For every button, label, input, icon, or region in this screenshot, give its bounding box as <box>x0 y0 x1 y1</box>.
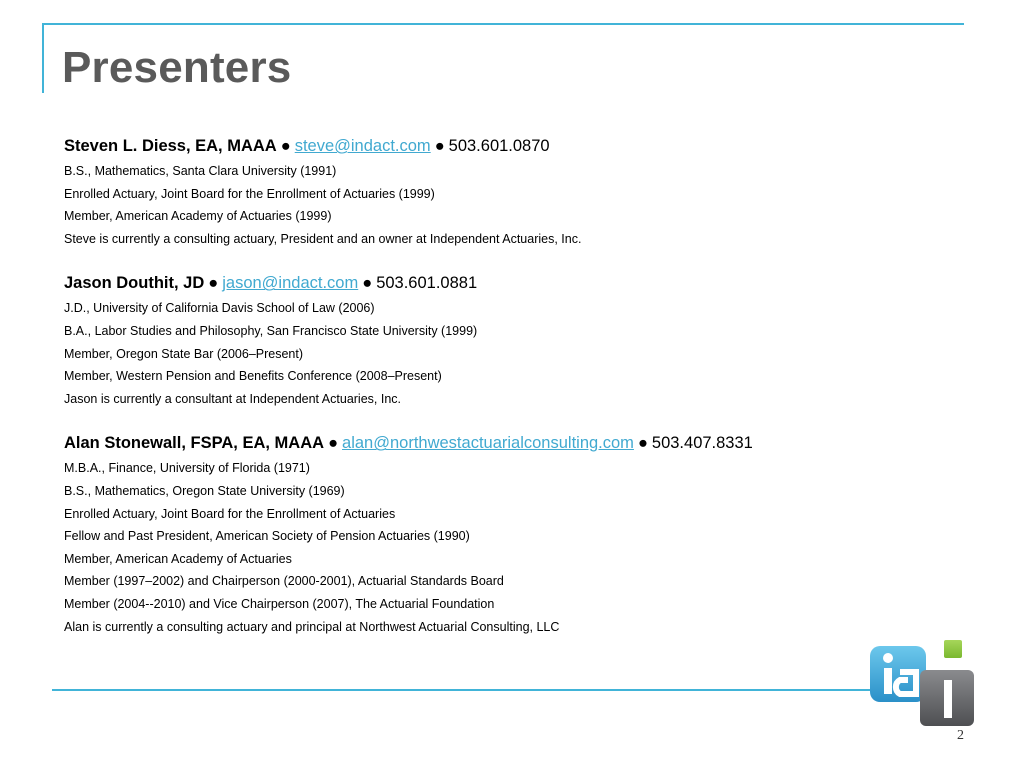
bullet-separator: ● <box>434 137 445 155</box>
presenter-detail: Member (1997–2002) and Chairperson (2000-2001), Actuarial Standards Board <box>64 574 504 589</box>
presenter-header <box>64 271 964 295</box>
bullet-separator: ● <box>280 137 291 155</box>
bullet-separator: ● <box>328 434 339 453</box>
presenter-detail: Enrolled Actuary, Joint Board for the Enrollment of Actuaries <box>64 506 396 521</box>
presenter-detail: Alan is currently a consulting actuary and principal at Northwest Actuarial Consulting, LLC <box>64 619 560 634</box>
bullet-separator: ● <box>208 274 219 293</box>
presenter-detail: Member, Western Pension and Benefits Conference (2008–Present) <box>64 369 442 384</box>
presenter-alan-stonewall <box>64 431 964 638</box>
presenter-steven-diess <box>64 134 964 250</box>
slide-title: Presenters <box>62 43 292 92</box>
presenter-name: Steven L. Diess, EA, MAAA <box>64 137 277 155</box>
page-number: 2 <box>957 728 964 743</box>
presenter-email-link[interactable]: steve@indact.com <box>294 137 431 155</box>
presenter-detail: Steve is currently a consulting actuary, President and an owner at Independent Actuaries, Inc. <box>64 231 582 246</box>
presenter-detail: B.A., Labor Studies and Philosophy, San Francisco State University (1999) <box>64 323 478 338</box>
bullet-separator: ● <box>362 274 373 293</box>
presenter-detail: B.S., Mathematics, Oregon State University (1969) <box>64 483 345 498</box>
presenter-detail: B.S., Mathematics, Santa Clara University (1991) <box>64 164 337 178</box>
presenter-detail: Member, American Academy of Actuaries <box>64 551 292 566</box>
presenter-name: Jason Douthit, JD <box>64 274 205 293</box>
presenter-email-link[interactable]: alan@northwestactuarialconsulting.com <box>342 434 634 453</box>
presenter-phone: 503.407.8331 <box>651 434 753 453</box>
presenter-detail: Fellow and Past President, American Society of Pension Actuaries (1990) <box>64 529 470 544</box>
presenter-phone: 503.601.0870 <box>448 137 550 155</box>
bottom-rule <box>52 689 892 691</box>
presenter-detail: Enrolled Actuary, Joint Board for the Enrollment of Actuaries (1999) <box>64 186 435 201</box>
presenter-detail: M.B.A., Finance, University of Florida (1971) <box>64 461 310 476</box>
top-rule <box>42 23 964 25</box>
iai-logo-icon <box>868 640 976 728</box>
bullet-separator: ● <box>637 434 648 453</box>
presenter-phone: 503.601.0881 <box>376 274 478 293</box>
presenters-list <box>64 134 964 659</box>
presenter-jason-douthit <box>64 271 964 410</box>
presenter-detail: Member, Oregon State Bar (2006–Present) <box>64 346 304 361</box>
presenter-detail: Member (2004--2010) and Vice Chairperson (2007), The Actuarial Foundation <box>64 596 495 611</box>
presenter-header <box>64 431 964 455</box>
presenter-email-link[interactable]: jason@indact.com <box>222 274 359 293</box>
left-rule <box>42 23 44 93</box>
presenter-detail: J.D., University of California Davis School of Law (2006) <box>64 301 375 316</box>
presenter-header <box>64 134 964 158</box>
presenter-detail: Member, American Academy of Actuaries (1999) <box>64 209 332 224</box>
presenter-name: Alan Stonewall, FSPA, EA, MAAA <box>64 434 325 453</box>
presenter-detail: Jason is currently a consultant at Independent Actuaries, Inc. <box>64 391 402 406</box>
